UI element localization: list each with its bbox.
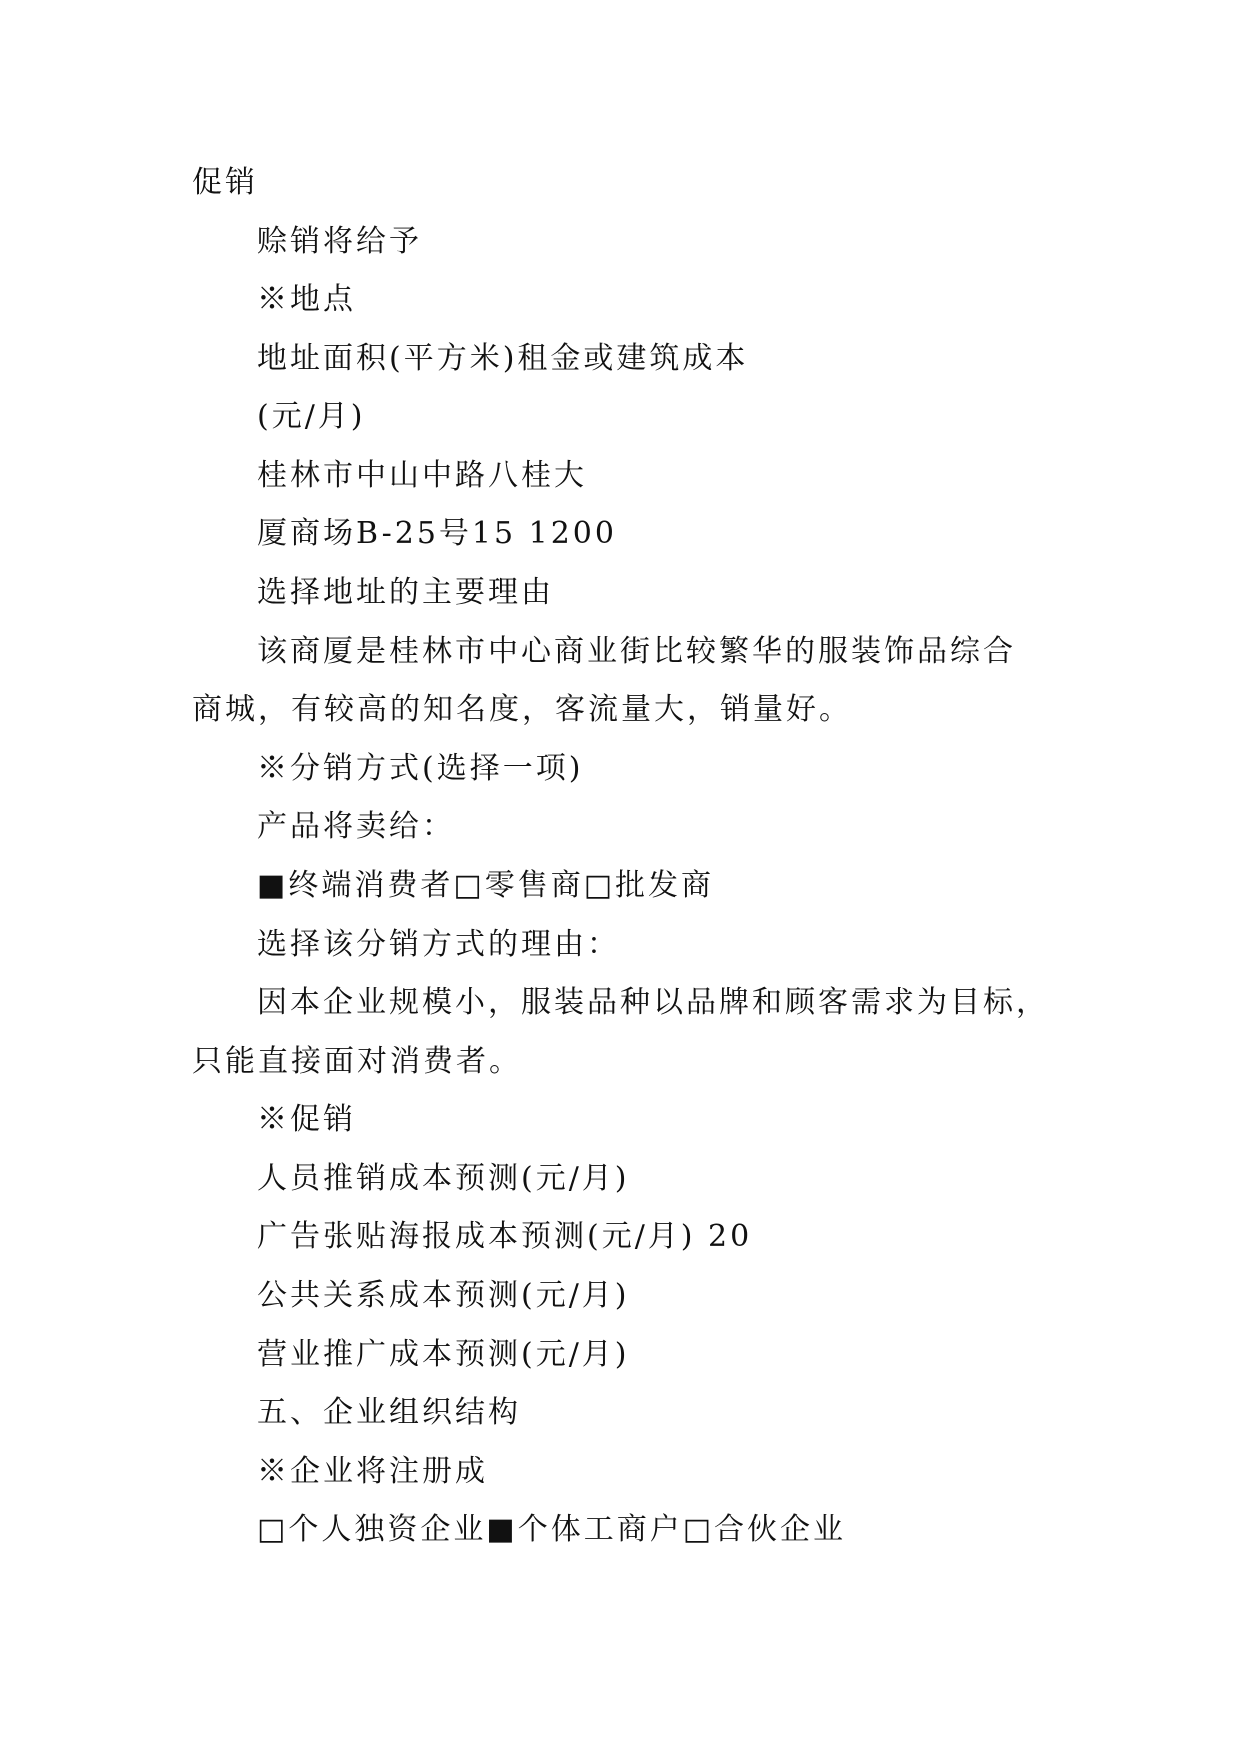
text-line: 营业推广成本预测(元/月) [257, 1337, 630, 1372]
text-line: 地址面积(平方米)租金或建筑成本 [257, 341, 749, 376]
text-line: (元/月) [257, 399, 366, 434]
text-line: 产品将卖给： [257, 809, 455, 844]
text-line: 选择地址的主要理由 [257, 575, 554, 610]
text-line: 因本企业规模小，服装品种以品牌和顾客需求为目标， [257, 985, 1049, 1020]
text-line: 促销 [192, 165, 258, 200]
text-line: ※分销方式(选择一项) [257, 751, 584, 786]
text-line: ※地点 [257, 282, 356, 317]
section-heading: 五、企业组织结构 [257, 1395, 521, 1430]
text-line: 该商厦是桂林市中心商业街比较繁华的服装饰品综合 [257, 634, 1016, 669]
text-line: 赊销将给予 [257, 224, 422, 259]
text-line: 商城，有较高的知名度，客流量大，销量好。 [192, 692, 852, 727]
checkbox-line: □个人独资企业■个体工商户□合伙企业 [257, 1512, 847, 1547]
text-line: 广告张贴海报成本预测(元/月) 20 [257, 1219, 753, 1254]
text-line: 桂林市中山中路八桂大 [257, 458, 587, 493]
text-line: ※促销 [257, 1102, 356, 1137]
checkbox-line: ■终端消费者□零售商□批发商 [257, 868, 715, 903]
text-line: 只能直接面对消费者。 [192, 1044, 522, 1079]
text-line: 选择该分销方式的理由： [257, 927, 620, 962]
text-line: 厦商场B-25号15 1200 [257, 516, 617, 551]
text-line: 人员推销成本预测(元/月) [257, 1161, 630, 1196]
text-line: ※企业将注册成 [257, 1454, 488, 1489]
text-line: 公共关系成本预测(元/月) [257, 1278, 630, 1313]
